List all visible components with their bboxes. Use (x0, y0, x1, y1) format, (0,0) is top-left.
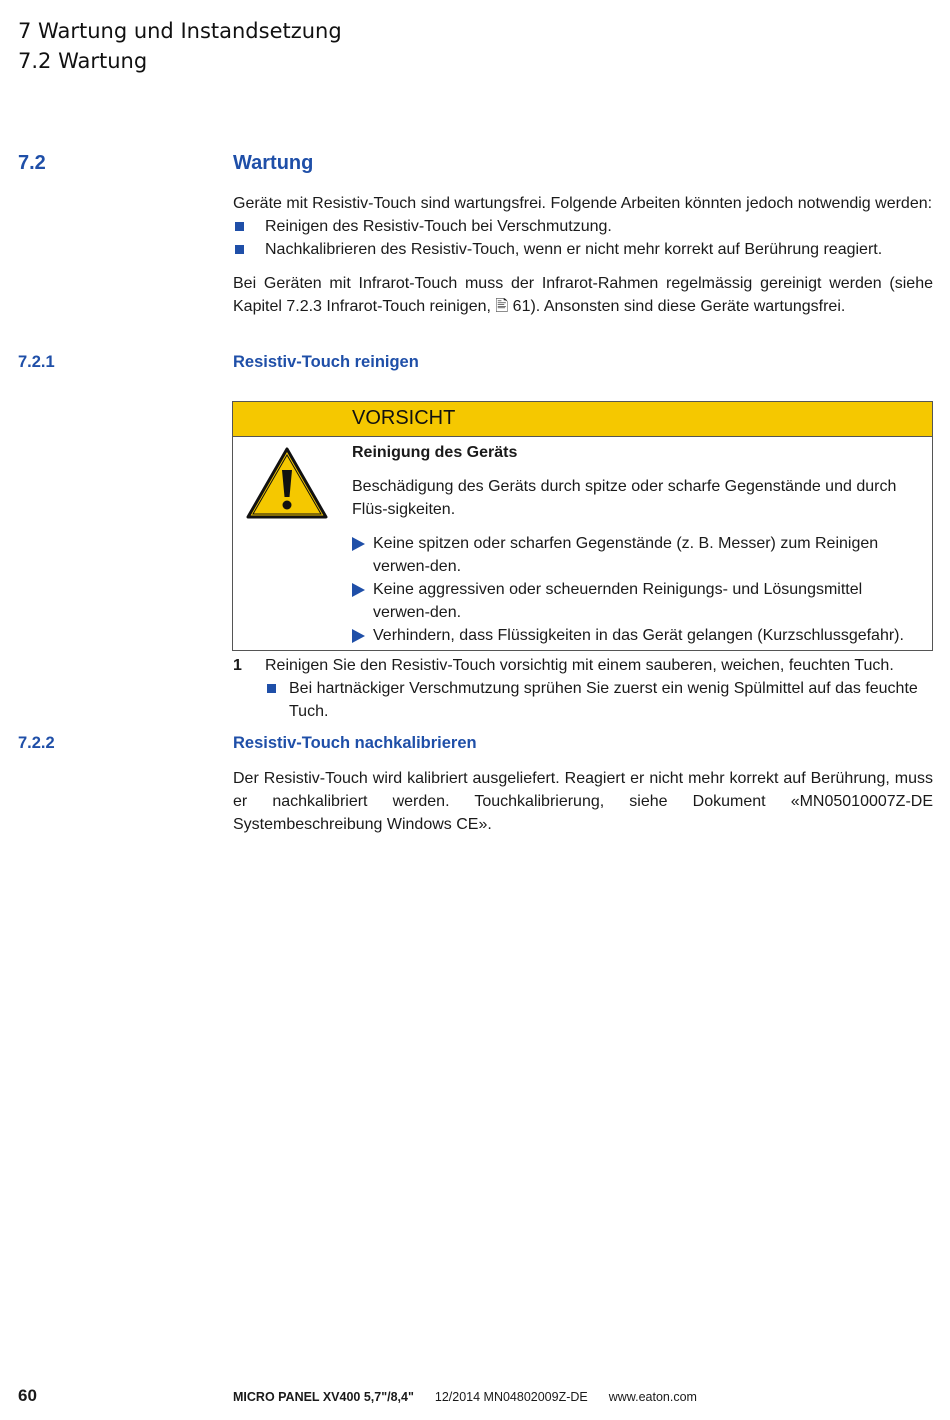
section-title-wartung: Wartung (233, 152, 314, 174)
list-item: Verhindern, dass Flüssigkeiten in das Gerät gelangen (Kurzschlussgefahr). (352, 624, 922, 647)
caution-content (352, 441, 922, 647)
section-title-reinigen: Resistiv-Touch reinigen (233, 353, 419, 371)
list-item: Keine aggressiven oder scheuernden Reinigungs- und Lösungsmittel verwen-den. (352, 578, 922, 624)
section-number-7-2-2: 7.2.2 (18, 734, 55, 752)
triangle-bullet-icon (352, 629, 365, 643)
footer-website: www.eaton.com (608, 1390, 697, 1404)
caution-label: VORSICHT (352, 407, 456, 429)
square-bullet-icon (235, 245, 244, 254)
step-text: Reinigen Sie den Resistiv-Touch vorsichtig mit einem sauberen, weichen, feuchten Tuch. (265, 657, 894, 674)
list-item: Reinigen des Resistiv-Touch bei Verschmutzung. (233, 215, 933, 238)
section-number-7-2: 7.2 (18, 152, 46, 174)
triangle-bullet-icon (352, 537, 365, 551)
caution-header (233, 402, 932, 437)
footer-product: MICRO PANEL XV400 5,7"/8,4" (233, 1390, 414, 1404)
section-title-nachkalibrieren: Resistiv-Touch nachkalibrieren (233, 734, 477, 752)
triangle-bullet-icon (352, 583, 365, 597)
caution-text: Beschädigung des Geräts durch spitze oder scharfe Gegenstände und durch Flüs-sigkeiten. (352, 478, 897, 518)
section-7-2-body (233, 192, 933, 318)
list-item: Keine spitzen oder scharfen Gegenstände (z. B. Messer) zum Reinigen verwen-den. (352, 532, 922, 578)
running-head-section: 7.2 Wartung (18, 49, 148, 73)
footer-doc-id: 12/2014 MN04802009Z-DE (434, 1390, 588, 1404)
caution-item-list (352, 532, 922, 647)
infrared-paragraph: Bei Geräten mit Infrarot-Touch muss der Infrarot-Rahmen regelmässig gereinigt werden (siehe Kapitel 7.2.3 Infrarot-Touch reinigen, 🖹 61). Ansonsten sind diese Geräte wartungsfrei. (233, 275, 933, 315)
square-bullet-icon (235, 222, 244, 231)
square-bullet-icon (267, 684, 276, 693)
section-number-7-2-1: 7.2.1 (18, 353, 55, 371)
step-number: 1 (233, 657, 242, 674)
step-sub-item: Bei hartnäckiger Verschmutzung sprühen Sie zuerst ein wenig Spülmittel auf das feuchte Tuch. (265, 677, 950, 723)
list-item: Nachkalibrieren des Resistiv-Touch, wenn er nicht mehr korrekt auf Berührung reagiert. (233, 238, 933, 261)
footer-info (233, 1390, 697, 1404)
maintenance-bullet-list (233, 215, 933, 261)
running-head-chapter: 7 Wartung und Instandsetzung (18, 19, 342, 43)
section-7-2-2-body (233, 767, 933, 836)
warning-triangle-icon (245, 446, 329, 520)
calibration-paragraph: Der Resistiv-Touch wird kalibriert ausgeliefert. Reagiert er nicht mehr korrekt auf Berührung, muss er nachkalibriert werden. Touchkalibrierung, siehe Dokument «MN05010007Z-DE Systembeschreibung Windows CE». (233, 770, 933, 833)
caution-box (232, 401, 933, 651)
intro-paragraph: Geräte mit Resistiv-Touch sind wartungsfrei. Folgende Arbeiten könnten jedoch notwendig werden: (233, 195, 933, 212)
page-number: 60 (18, 1386, 37, 1405)
caution-subtitle: Reinigung des Geräts (352, 444, 518, 461)
running-head (18, 16, 342, 76)
